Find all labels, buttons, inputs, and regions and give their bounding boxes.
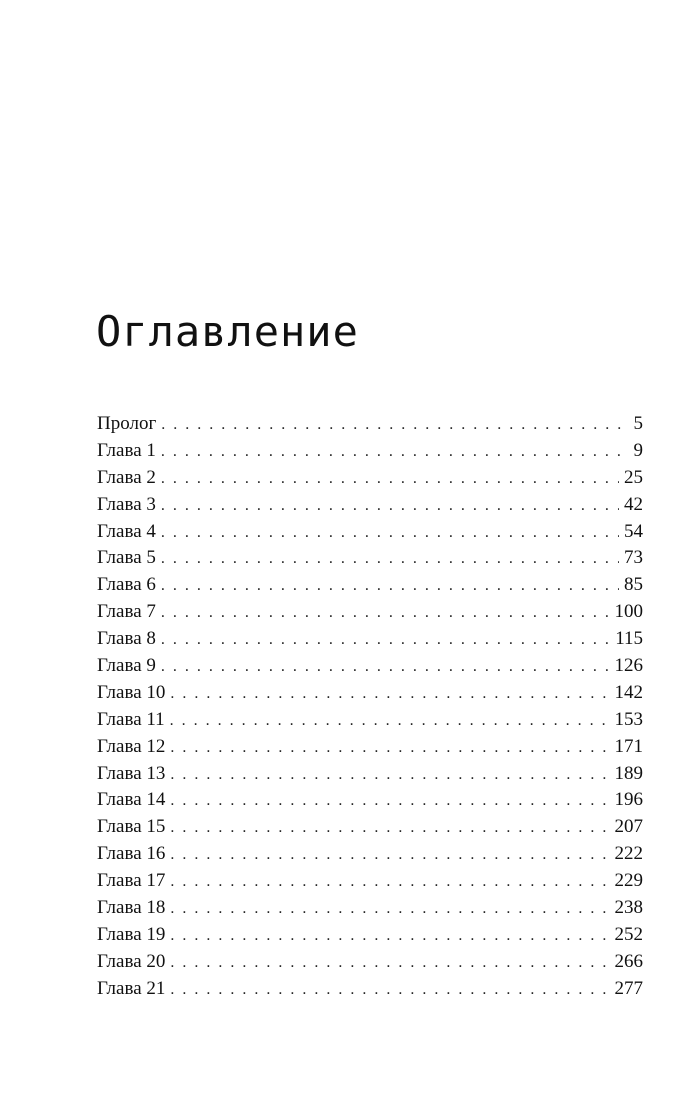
page-title: Оглавление xyxy=(96,307,359,356)
toc-entry-label: Глава 16 xyxy=(97,843,166,865)
toc-entry-page-number: 100 xyxy=(614,601,643,623)
toc-entry-page-number: 5 xyxy=(633,413,643,434)
dot-leader xyxy=(170,708,610,735)
toc-entry-page-number: 85 xyxy=(624,574,643,596)
dot-leader xyxy=(161,493,619,520)
toc-entry-page-number: 238 xyxy=(614,897,643,919)
toc-entry xyxy=(97,868,643,895)
toc-entry xyxy=(97,841,643,868)
toc-entry-page-number: 207 xyxy=(614,816,643,838)
toc-entry xyxy=(97,761,643,788)
dot-leader xyxy=(161,573,619,600)
dot-leader xyxy=(170,842,609,869)
toc-entry xyxy=(97,922,643,949)
toc-entry-label: Глава 7 xyxy=(97,601,156,623)
dot-leader xyxy=(170,869,609,896)
toc-entry-label: Глава 6 xyxy=(97,574,156,596)
toc-entry-label: Глава 9 xyxy=(97,655,156,677)
toc-entry xyxy=(97,599,643,626)
toc-entry-label: Глава 3 xyxy=(97,493,156,515)
toc-entry-page-number: 229 xyxy=(614,870,643,892)
toc-entry xyxy=(97,949,643,976)
dot-leader xyxy=(170,762,609,789)
toc-entry-page-number: 277 xyxy=(614,977,643,999)
toc-entry xyxy=(97,734,643,761)
toc-entry-label: Глава 21 xyxy=(97,977,166,999)
toc-entry xyxy=(97,411,643,438)
toc-entry-page-number: 153 xyxy=(614,708,643,730)
toc-entry-label: Глава 19 xyxy=(97,923,166,945)
toc-entry xyxy=(97,787,643,814)
toc-entry-label: Глава 14 xyxy=(97,789,166,811)
toc-entry-page-number: 189 xyxy=(614,762,643,784)
dot-leader xyxy=(170,977,609,1004)
toc-entry-label: Глава 13 xyxy=(97,762,166,784)
dot-leader xyxy=(170,735,609,762)
toc-entry xyxy=(97,976,643,1003)
dot-leader xyxy=(161,627,610,654)
toc-entry-page-number: 266 xyxy=(614,950,643,972)
dot-leader xyxy=(161,654,610,681)
dot-leader xyxy=(170,788,609,815)
toc-entry xyxy=(97,465,643,492)
toc-entry-page-number: 196 xyxy=(614,789,643,811)
toc-entry-page-number: 9 xyxy=(633,439,643,461)
toc-entry-page-number: 42 xyxy=(624,493,643,515)
toc-entry-page-number: 171 xyxy=(614,735,643,757)
toc-entry-label: Глава 1 xyxy=(97,439,156,461)
toc-entry xyxy=(97,545,643,572)
toc-entry xyxy=(97,492,643,519)
toc-entry xyxy=(97,814,643,841)
toc-entry-page-number: 54 xyxy=(624,520,643,542)
toc-entry-label: Глава 20 xyxy=(97,950,166,972)
dot-leader xyxy=(161,466,619,493)
toc-entry-label: Глава 5 xyxy=(97,547,156,569)
toc-entry-page-number: 252 xyxy=(614,923,643,945)
toc-entry xyxy=(97,895,643,922)
dot-leader xyxy=(161,520,619,547)
toc-entry xyxy=(97,680,643,707)
dot-leader xyxy=(170,896,609,923)
toc-entry-page-number: 115 xyxy=(615,628,643,650)
dot-leader xyxy=(161,439,629,466)
toc-entry-label: Глава 12 xyxy=(97,735,166,757)
toc-entry-label: Глава 17 xyxy=(97,870,166,892)
toc-entry-page-number: 73 xyxy=(624,547,643,569)
toc-entry-page-number: 126 xyxy=(614,655,643,677)
dot-leader xyxy=(170,923,609,950)
toc-entry xyxy=(97,653,643,680)
dot-leader xyxy=(170,815,609,842)
toc-entry-label: Глава 2 xyxy=(97,466,156,488)
toc-entry xyxy=(97,519,643,546)
dot-leader xyxy=(170,950,609,977)
toc-entry xyxy=(97,707,643,734)
toc-entry-label: Глава 18 xyxy=(97,897,166,919)
toc-entry xyxy=(97,626,643,653)
dot-leader xyxy=(161,546,619,573)
toc-entry-label: Глава 4 xyxy=(97,520,156,542)
toc-entry xyxy=(97,438,643,465)
toc-entry xyxy=(97,572,643,599)
dot-leader xyxy=(161,600,610,627)
toc-entry-label: Глава 8 xyxy=(97,628,156,650)
dot-leader xyxy=(161,412,628,439)
toc-entry-label: Глава 15 xyxy=(97,816,166,838)
toc-entry-page-number: 25 xyxy=(624,466,643,488)
toc-entry-label: Глава 11 xyxy=(97,708,165,730)
toc-entry-page-number: 222 xyxy=(614,843,643,865)
toc-entry-label: Пролог xyxy=(97,413,157,434)
table-of-contents xyxy=(97,411,643,1003)
dot-leader xyxy=(170,681,609,708)
toc-entry-label: Глава 10 xyxy=(97,681,166,703)
toc-entry-page-number: 142 xyxy=(614,681,643,703)
